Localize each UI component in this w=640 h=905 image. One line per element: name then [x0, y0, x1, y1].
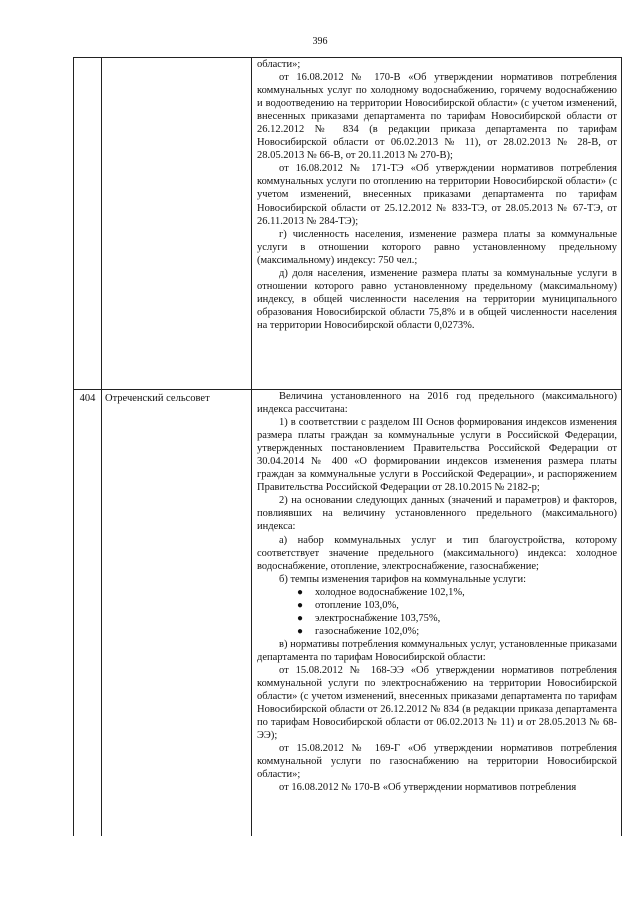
paragraph: а) набор коммунальных услуг и тип благоустройства, которому соответствует значение предельного (максимального) индекса: холодное водоснабжение, отопление, электроснабжение, газоснабжение;	[257, 534, 617, 572]
paragraph: области»;	[257, 59, 301, 70]
paragraph: Величина установленного на 2016 год предельного (максимального) индекса рассчитана:	[257, 391, 617, 416]
list-item: ● отопление 103,0%,	[297, 599, 399, 611]
tariff-bullet-list	[257, 586, 617, 638]
paragraph: б) темпы изменения тарифов на коммунальные услуги:	[279, 573, 527, 585]
paragraph: от 16.08.2012 № 171-ТЭ «Об утверждении нормативов потребления коммунальных услуги по отоплению на территории Новосибирской области» (с учетом изменений, внесенных приказами департамента по тарифам Новосибирской области от 25.12.2012 № 833-ТЭ, от 28.05.2013 № 67-ТЭ, от 26.11.2013 № 284-ТЭ);	[257, 163, 617, 227]
paragraph: от 15.08.2012 № 168-ЭЭ «Об утверждении нормативов потребления коммунальной услуги по электроснабжению на территории Новосибирской области» (с учетом изменений, внесенных приказами департамента по тарифам Новосибирской области от 26.12.2012 № 834 (в редакции приказа департамента по тарифам Новосибирской области от 06.02.2013 № 11) и от 28.05.2013 № 68-ЭЭ);	[257, 664, 617, 742]
table-row	[74, 390, 622, 837]
list-item: ● электроснабжение 103,75%,	[297, 612, 441, 624]
table-row	[74, 58, 622, 390]
row-number-cell: 404	[74, 390, 102, 837]
paragraph: в) нормативы потребления коммунальных услуг, установленные приказами департамента по тарифам Новосибирской области:	[257, 638, 617, 663]
paragraph: от 16.08.2012 № 170-В «Об утверждении нормативов потребления	[279, 782, 577, 794]
bullet-icon: ●	[297, 586, 304, 598]
bullet-icon: ●	[297, 612, 304, 624]
paragraph: 1) в соответствии с разделом III Основ формирования индексов изменения размера платы граждан за коммунальные услуги в Российской Федерации, утвержденных постановлением Правительства Российской Федерации от 30.04.2014 № 400 «О формировании индексов изменения размера платы граждан за коммунальные услуги в Российской Федерации», и распоряжением Правительства Российской Федерации от 28.10.2015 № 2182-р;	[257, 417, 617, 494]
list-item: ● газоснабжение 102,0%;	[297, 625, 420, 637]
paragraph: г) численность населения, изменение размера платы за коммунальные услуги в отношении которого равно установленному предельному (максимальному) индексу: 750 чел.;	[257, 228, 617, 266]
municipality-cell	[102, 58, 252, 390]
paragraph: д) доля населения, изменение размера платы за коммунальные услуги в отношении которого равно установленному предельному (максимальному) индексу, в общей численности населения на территории муниципального образования Новосибирской области 75,8% и в общей численности населения на территории Новосибирской области 0,0273%.	[257, 267, 617, 331]
page-number: 396	[312, 36, 328, 47]
tariff-table	[73, 57, 622, 836]
description-cell	[252, 390, 622, 837]
description-cell	[252, 58, 622, 390]
paragraph: от 15.08.2012 № 169-Г «Об утверждении нормативов потребления коммунальной услуги по газоснабжению на территории Новосибирской области»;	[257, 743, 617, 781]
municipality-cell: Отреченский сельсовет	[102, 390, 252, 837]
paragraph: от 16.08.2012 № 170-В «Об утверждении нормативов потребления коммунальных услуг по холодному водоснабжению, горячему водоснабжению и водоотведению на территории Новосибирской области» (с учетом изменений, внесенных приказами департамента по тарифам Новосибирской области от 26.12.2012 № 834 (в редакции приказа департамента по тарифам Новосибирской области от 06.02.2013 № 11), от 28.02.2013 № 28-В, от 28.05.2013 № 66-В, от 20.11.2013 № 270-В);	[257, 72, 617, 162]
list-item: ● холодное водоснабжение 102,1%,	[297, 586, 465, 598]
bullet-icon: ●	[297, 625, 304, 637]
paragraph: 2) на основании следующих данных (значений и параметров) и факторов, повлиявших на величину установленного предельного (максимального) индекса:	[257, 495, 617, 533]
row-number-cell	[74, 58, 102, 390]
bullet-icon: ●	[297, 599, 304, 611]
